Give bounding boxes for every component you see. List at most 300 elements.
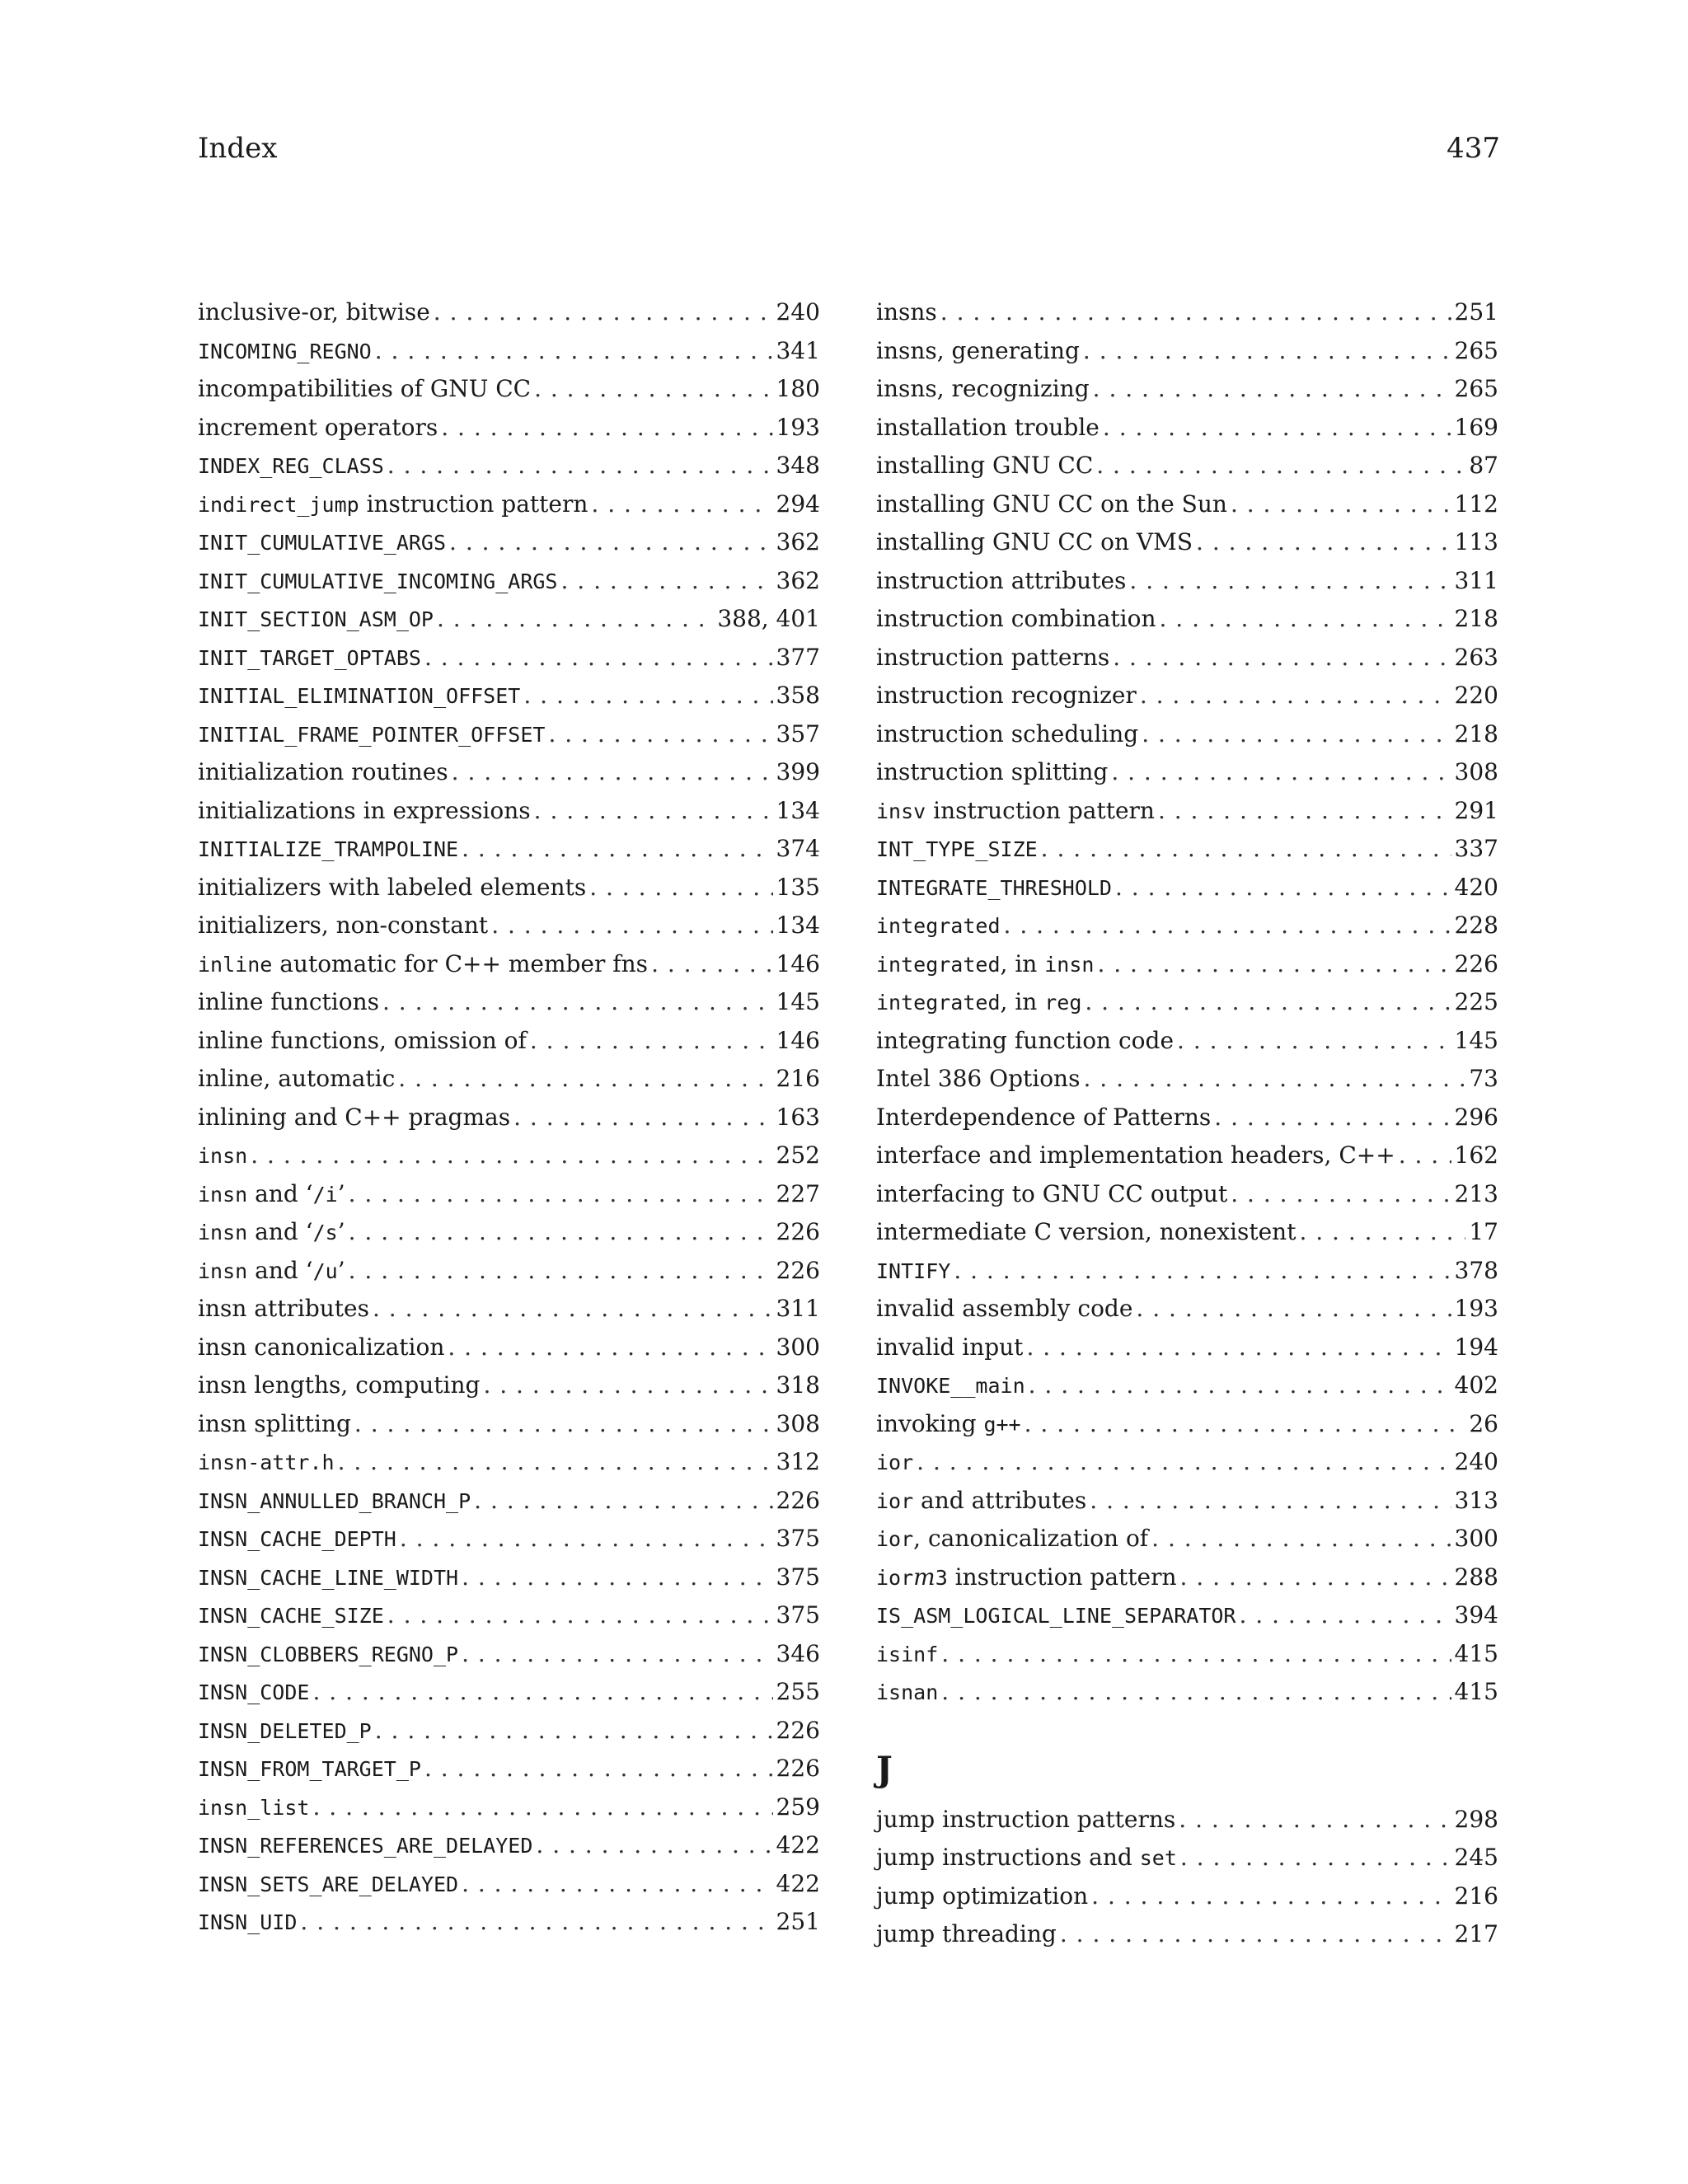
dot-leader xyxy=(387,447,773,485)
index-term xyxy=(198,1712,372,1751)
dot-leader xyxy=(941,1635,1451,1674)
code-term: /i xyxy=(312,1182,338,1207)
index-term xyxy=(198,1596,384,1636)
code-term: INCOMING_REGNO xyxy=(198,339,372,363)
page-reference: 296 xyxy=(1454,1103,1498,1131)
page-reference: 163 xyxy=(776,1103,820,1131)
index-term xyxy=(876,1635,938,1675)
index-entry xyxy=(198,1865,820,1904)
index-term xyxy=(876,293,937,332)
index-term xyxy=(876,945,1094,985)
index-entry xyxy=(876,1213,1498,1252)
dot-leader xyxy=(300,1903,772,1942)
index-term xyxy=(876,1596,1236,1636)
page-reference: 298 xyxy=(1454,1805,1498,1833)
index-entry xyxy=(198,715,820,754)
index-entry xyxy=(198,753,820,792)
dot-leader xyxy=(1115,869,1451,907)
dot-leader xyxy=(1097,945,1451,984)
index-term xyxy=(876,370,1090,409)
page-reference: 226 xyxy=(776,1755,820,1782)
code-term: INIT_CUMULATIVE_INCOMING_ARGS xyxy=(198,569,558,593)
code-term: INIT_TARGET_OPTABS xyxy=(198,645,421,670)
code-term: insn_list xyxy=(198,1795,310,1820)
index-term xyxy=(198,1558,458,1598)
page-reference: 422 xyxy=(776,1831,820,1858)
index-entry xyxy=(876,1252,1498,1291)
code-term: INSN_UID xyxy=(198,1910,298,1934)
index-entry xyxy=(198,562,820,601)
index-term xyxy=(198,562,558,602)
page-reference: 362 xyxy=(776,566,820,594)
index-term xyxy=(876,1252,950,1291)
code-term: INSN_CACHE_SIZE xyxy=(198,1604,384,1628)
dot-leader xyxy=(1179,1801,1451,1840)
page-reference: 375 xyxy=(776,1525,820,1552)
index-column-left xyxy=(198,293,820,1942)
page-reference: 341 xyxy=(776,336,820,364)
dot-leader xyxy=(1113,639,1451,677)
index-entry xyxy=(876,983,1498,1022)
term-text: instruction recognizer xyxy=(876,682,1137,709)
index-entry xyxy=(876,293,1498,332)
term-text: inline functions xyxy=(198,988,379,1015)
page-reference: 218 xyxy=(1454,605,1498,632)
term-text: and attributes xyxy=(913,1486,1087,1514)
index-entry xyxy=(876,639,1498,677)
term-text: insn attributes xyxy=(198,1295,369,1322)
code-term: INSN_SETS_ARE_DELAYED xyxy=(198,1872,459,1896)
dot-leader xyxy=(1083,332,1451,371)
section-j-entries xyxy=(876,1801,1498,1954)
dot-leader xyxy=(1177,1022,1451,1061)
index-term xyxy=(198,485,588,525)
dot-leader xyxy=(940,293,1451,332)
right-entries xyxy=(876,293,1498,1712)
index-term xyxy=(198,1443,335,1483)
code-term: g++ xyxy=(983,1412,1021,1436)
code-term: /s xyxy=(312,1221,338,1244)
page-reference: 169 xyxy=(1454,413,1498,441)
index-entry xyxy=(876,1673,1498,1712)
index-term xyxy=(198,639,421,678)
dot-leader xyxy=(1091,1877,1451,1916)
dot-leader xyxy=(548,715,772,754)
term-text: initializations in expressions xyxy=(198,796,531,824)
term-text: insns xyxy=(876,298,937,326)
dot-leader xyxy=(1180,1839,1451,1877)
term-text: instruction pattern xyxy=(947,1563,1177,1591)
page-reference: 263 xyxy=(1454,643,1498,671)
page-reference: 394 xyxy=(1454,1601,1498,1629)
dot-leader xyxy=(452,753,773,792)
term-text: insn canonicalization xyxy=(198,1333,445,1361)
index-entry xyxy=(876,1366,1498,1405)
page-reference: 216 xyxy=(1454,1882,1498,1910)
index-term xyxy=(198,1099,510,1137)
dot-leader xyxy=(483,1366,772,1405)
index-entry xyxy=(198,1099,820,1137)
code-term: INVOKE__main xyxy=(876,1374,1025,1398)
dot-leader xyxy=(1083,1060,1465,1099)
term-text: Intel 386 Options xyxy=(876,1065,1081,1092)
code-term: insn xyxy=(198,1221,248,1244)
page-reference: 313 xyxy=(1454,1486,1498,1514)
dot-leader xyxy=(1085,983,1451,1022)
term-text: invalid input xyxy=(876,1333,1024,1361)
dot-leader xyxy=(651,945,772,984)
dot-leader xyxy=(312,1673,772,1712)
code-term: INDEX_REG_CLASS xyxy=(198,454,384,478)
index-entry xyxy=(876,447,1498,485)
index-term xyxy=(876,1213,1296,1252)
page-reference: 162 xyxy=(1454,1141,1498,1169)
index-entry xyxy=(876,600,1498,639)
index-term xyxy=(198,523,446,563)
index-term xyxy=(198,1060,395,1099)
index-term xyxy=(198,1520,396,1559)
code-term: insn xyxy=(198,1182,248,1207)
term-text: installing GNU CC on the Sun xyxy=(876,490,1227,518)
page-reference: 362 xyxy=(776,528,820,555)
dot-leader xyxy=(1240,1596,1451,1635)
code-term: insn xyxy=(198,1258,248,1283)
page-reference: 240 xyxy=(776,298,820,326)
code-term: ior xyxy=(876,1451,914,1474)
code-term: /u xyxy=(312,1258,338,1283)
index-entry xyxy=(876,1137,1498,1175)
page-reference: 311 xyxy=(776,1295,820,1322)
index-entry xyxy=(876,1175,1498,1214)
page-reference: 226 xyxy=(1454,949,1498,977)
page-header xyxy=(198,132,1500,165)
index-term xyxy=(876,332,1080,371)
index-term xyxy=(876,447,1093,485)
index-entry xyxy=(876,1482,1498,1521)
index-entry xyxy=(198,1826,820,1865)
dot-leader xyxy=(589,869,772,907)
index-term xyxy=(198,293,430,332)
index-term xyxy=(876,907,1001,946)
term-text: jump instruction patterns xyxy=(876,1805,1176,1833)
code-term: INSN_CACHE_LINE_WIDTH xyxy=(198,1565,459,1590)
index-term xyxy=(876,792,1155,832)
page-reference: 245 xyxy=(1454,1844,1498,1871)
index-entry xyxy=(876,1520,1498,1558)
index-term xyxy=(876,1915,1057,1954)
term-text: interfacing to GNU CC output xyxy=(876,1179,1228,1207)
dot-leader xyxy=(434,293,773,332)
term-text: installation trouble xyxy=(876,413,1100,441)
page-reference: 145 xyxy=(1454,1026,1498,1054)
page-reference: 291 xyxy=(1454,796,1498,824)
index-entry xyxy=(198,293,820,332)
page-reference: 226 xyxy=(776,1256,820,1284)
page-reference: 226 xyxy=(776,1486,820,1514)
dot-leader xyxy=(1180,1558,1451,1597)
code-term: INTIFY xyxy=(876,1258,951,1283)
page-reference: 113 xyxy=(1454,528,1498,555)
dot-leader xyxy=(449,523,773,562)
index-term xyxy=(198,715,545,755)
page-reference: 288 xyxy=(1454,1563,1498,1591)
index-term xyxy=(198,1635,458,1675)
dot-leader xyxy=(349,1213,773,1252)
index-term xyxy=(198,600,434,640)
page-reference: 375 xyxy=(776,1563,820,1591)
term-text: jump optimization xyxy=(876,1882,1089,1910)
code-term: inline xyxy=(198,952,273,977)
page-reference: 146 xyxy=(776,949,820,977)
code-term: set xyxy=(1139,1846,1177,1870)
index-entry xyxy=(876,1099,1498,1137)
code-term: INSN_CACHE_DEPTH xyxy=(198,1527,396,1551)
dot-leader xyxy=(1090,1482,1451,1521)
index-entry xyxy=(876,1022,1498,1061)
page-reference: 240 xyxy=(1454,1448,1498,1475)
code-term: INSN_CODE xyxy=(198,1680,310,1704)
page-reference: 422 xyxy=(776,1869,820,1897)
code-term: INSN_CLOBBERS_REGNO_P xyxy=(198,1642,459,1666)
page-reference: 225 xyxy=(1454,988,1498,1015)
index-term xyxy=(876,562,1126,601)
index-entry xyxy=(876,1877,1498,1916)
page-reference: 357 xyxy=(776,719,820,748)
dot-leader xyxy=(1004,907,1451,945)
dot-leader xyxy=(1158,792,1451,831)
index-term xyxy=(876,1290,1132,1329)
page-reference: 300 xyxy=(1454,1525,1498,1552)
index-entry xyxy=(198,830,820,869)
dot-leader xyxy=(338,1443,773,1482)
index-term xyxy=(198,1826,532,1866)
dot-leader xyxy=(941,1673,1451,1712)
index-entry xyxy=(876,677,1498,715)
term-text: ’ xyxy=(337,1179,345,1207)
dot-leader xyxy=(375,332,773,371)
dot-leader xyxy=(400,1520,773,1558)
section-letter-j: J xyxy=(876,1748,893,1789)
term-text: instruction pattern xyxy=(359,490,588,518)
index-term xyxy=(876,869,1112,908)
dot-leader xyxy=(441,409,772,448)
page-number: 437 xyxy=(1447,132,1500,165)
code-term: insn-attr.h xyxy=(198,1451,335,1474)
page-reference: 216 xyxy=(776,1065,820,1092)
page-reference: 26 xyxy=(1469,1409,1498,1437)
dot-leader xyxy=(917,1443,1451,1482)
page-reference: 193 xyxy=(1454,1295,1498,1322)
code-term: INT_TYPE_SIZE xyxy=(876,837,1038,861)
index-term xyxy=(198,1405,351,1444)
page-reference: 415 xyxy=(1454,1678,1498,1705)
dot-leader xyxy=(373,1290,773,1329)
index-term xyxy=(876,1099,1211,1137)
page-reference: 308 xyxy=(776,1409,820,1437)
page-reference: 217 xyxy=(1454,1920,1498,1947)
code-term: INIT_SECTION_ASM_OP xyxy=(198,607,434,631)
page-reference: 252 xyxy=(776,1141,820,1169)
page-reference: 415 xyxy=(1454,1639,1498,1667)
page-reference: 193 xyxy=(776,413,820,441)
index-term xyxy=(198,869,586,907)
dot-leader xyxy=(530,1022,773,1061)
index-term xyxy=(876,1482,1086,1521)
dot-leader xyxy=(1151,1520,1451,1558)
page-reference: 311 xyxy=(1454,566,1498,594)
index-term xyxy=(198,1750,421,1789)
index-entry xyxy=(876,869,1498,907)
index-term xyxy=(198,983,379,1022)
term-text: jump threading xyxy=(876,1920,1057,1947)
page-reference: 251 xyxy=(776,1908,820,1935)
dot-leader xyxy=(354,1405,773,1444)
index-term xyxy=(198,1252,345,1291)
code-term: ior xyxy=(876,1565,914,1590)
index-term xyxy=(198,1482,471,1521)
page-reference: 420 xyxy=(1454,873,1498,901)
term-text: and ‘ xyxy=(247,1256,313,1284)
index-term xyxy=(876,600,1156,639)
index-term xyxy=(876,1022,1174,1061)
page-reference: 265 xyxy=(1454,375,1498,402)
index-term xyxy=(198,332,372,372)
index-term xyxy=(876,639,1109,677)
page-reference: 294 xyxy=(776,490,820,518)
index-entry xyxy=(876,1060,1498,1099)
dot-leader xyxy=(1160,600,1451,639)
code-term: INSN_ANNULLED_BRANCH_P xyxy=(198,1488,471,1513)
page-reference: 112 xyxy=(1454,490,1498,518)
term-text: inline functions, omission of xyxy=(198,1026,527,1054)
index-entry xyxy=(198,1558,820,1597)
index-entry xyxy=(198,907,820,945)
code-term: integrated xyxy=(876,914,1001,938)
dot-leader xyxy=(349,1252,773,1291)
page-reference: 145 xyxy=(776,988,820,1015)
index-entry xyxy=(876,753,1498,792)
term-text: installing GNU CC on VMS xyxy=(876,528,1193,555)
running-title: Index xyxy=(198,132,278,165)
dot-leader xyxy=(474,1482,772,1521)
page-reference: 374 xyxy=(776,835,820,862)
code-term: INSN_DELETED_P xyxy=(198,1718,372,1743)
code-term: INTEGRATE_THRESHOLD xyxy=(876,875,1112,900)
index-entry xyxy=(198,447,820,485)
code-term: INITIAL_FRAME_POINTER_OFFSET xyxy=(198,722,546,747)
page-reference: 358 xyxy=(776,682,820,709)
index-entry xyxy=(876,945,1498,984)
term-text: invoking xyxy=(876,1409,984,1437)
term-text: automatic for C++ member fns xyxy=(272,949,649,977)
index-term xyxy=(876,753,1108,792)
dot-leader xyxy=(382,983,773,1022)
index-entry xyxy=(876,523,1498,562)
index-term xyxy=(198,1903,297,1943)
index-entry xyxy=(876,1290,1498,1329)
page-reference: 375 xyxy=(776,1601,820,1629)
term-text: increment operators xyxy=(198,413,438,441)
page-reference: 255 xyxy=(776,1678,820,1705)
index-entry xyxy=(198,639,820,677)
index-entry xyxy=(198,1329,820,1367)
index-entry xyxy=(198,1635,820,1674)
code-term: integrated xyxy=(876,952,1001,977)
term-text: , in xyxy=(1000,988,1045,1015)
index-term xyxy=(198,1366,480,1405)
term-text: jump instructions and xyxy=(876,1844,1140,1871)
term-text: integrating function code xyxy=(876,1026,1175,1054)
page-reference: 259 xyxy=(776,1793,820,1821)
page-reference: 399 xyxy=(776,758,820,785)
term-text: instruction splitting xyxy=(876,758,1109,785)
term-text: inlining and C++ pragmas xyxy=(198,1103,511,1131)
index-entry xyxy=(198,1060,820,1099)
index-entry xyxy=(876,1558,1498,1597)
page-reference: 388, 401 xyxy=(717,605,820,632)
dot-leader xyxy=(1029,1366,1451,1405)
dot-leader xyxy=(1399,1137,1451,1175)
index-entry xyxy=(876,370,1498,409)
page-reference: 218 xyxy=(1454,719,1498,748)
dot-leader xyxy=(1136,1290,1451,1329)
index-entry xyxy=(198,1022,820,1061)
index-entry xyxy=(198,1903,820,1942)
index-term xyxy=(876,1839,1177,1878)
term-text: insns, generating xyxy=(876,336,1080,364)
term-text: m xyxy=(913,1563,935,1591)
index-entry xyxy=(198,485,820,524)
term-text: inline, automatic xyxy=(198,1065,396,1092)
index-entry xyxy=(198,370,820,409)
dot-leader xyxy=(349,1175,773,1214)
index-entry xyxy=(198,332,820,371)
index-entry xyxy=(876,1635,1498,1674)
code-term: INIT_CUMULATIVE_ARGS xyxy=(198,531,447,555)
dot-leader xyxy=(312,1788,772,1827)
code-term: ior xyxy=(876,1527,914,1551)
code-term: INITIALIZE_TRAMPOLINE xyxy=(198,837,459,861)
code-term: ior xyxy=(876,1488,914,1513)
index-term xyxy=(876,1673,938,1713)
index-term xyxy=(876,1443,913,1483)
index-term xyxy=(876,1520,1148,1559)
term-text: instruction pattern xyxy=(926,796,1155,824)
dot-leader xyxy=(1041,830,1451,869)
dot-leader xyxy=(534,792,773,831)
index-entry xyxy=(198,1443,820,1482)
dot-leader xyxy=(1103,409,1451,448)
index-entry xyxy=(198,792,820,831)
index-entry xyxy=(876,409,1498,448)
dot-leader xyxy=(1299,1213,1465,1252)
index-entry xyxy=(198,1482,820,1521)
index-entry xyxy=(198,1175,820,1214)
index-term xyxy=(198,1175,345,1215)
term-text: , in xyxy=(1000,949,1045,977)
index-term xyxy=(198,677,520,716)
index-term xyxy=(198,830,458,869)
dot-leader xyxy=(437,600,714,639)
page-reference: 134 xyxy=(776,912,820,939)
index-entry xyxy=(198,600,820,639)
page-reference: 346 xyxy=(776,1639,820,1667)
index-entry xyxy=(198,1137,820,1175)
index-entry xyxy=(198,1596,820,1635)
page-reference: 134 xyxy=(776,796,820,824)
term-text: insn splitting xyxy=(198,1409,351,1437)
term-text: insns, recognizing xyxy=(876,375,1090,402)
